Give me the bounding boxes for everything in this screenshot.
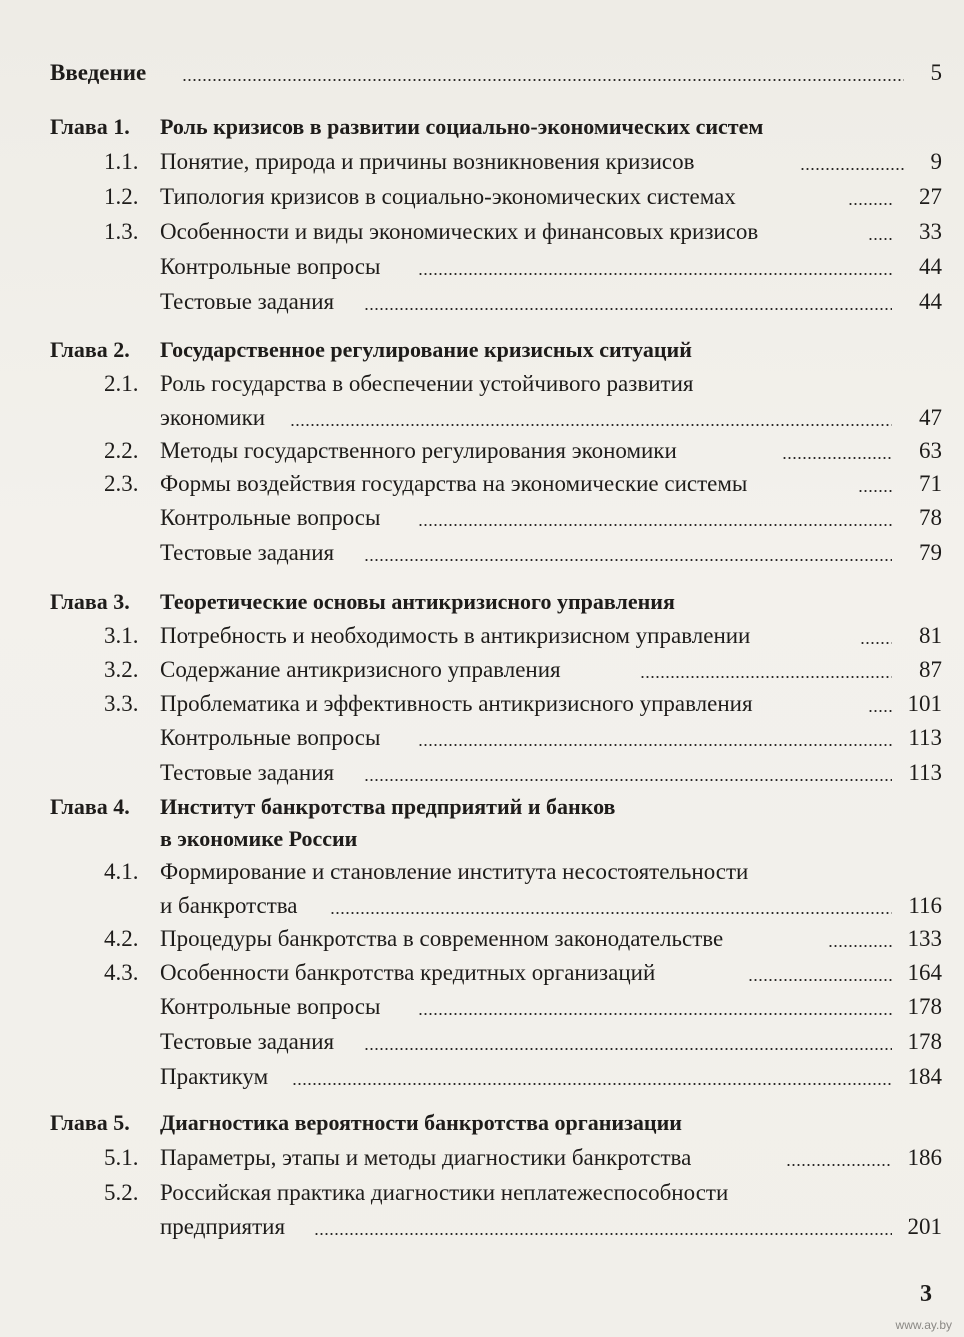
leader-dots [418,524,892,526]
toc-entry [0,536,964,570]
toc-chapter-heading [0,110,964,144]
toc-page-number: 9 [930,149,942,174]
section-number: 4.3. [104,960,139,985]
toc-entry [0,367,964,401]
chapter-label: Глава 2. [50,337,130,362]
toc-page-number: 178 [907,1029,942,1054]
section-number: 5.1. [104,1145,139,1170]
section-number: 1.1. [104,149,139,174]
section-number: 5.2. [104,1180,139,1205]
toc-entry [0,1060,964,1094]
leader-dots [418,273,892,275]
section-title: Понятие, природа и причины возникновения кризисов [160,149,695,174]
leader-dots [364,1048,892,1050]
section-title: Методы государственного регулирования экономики [160,438,677,463]
toc-chapter-heading [0,1106,964,1140]
toc-page-number: 87 [919,657,942,682]
leader-dots [800,168,906,170]
toc-entry-continuation [0,1210,964,1244]
toc-entry [0,467,964,501]
toc-entry [0,1176,964,1210]
toc-page-number: 184 [907,1064,942,1089]
toc-page-number: 5 [930,60,942,85]
watermark: www.ay.by [895,1318,952,1332]
toc-page-number: 78 [919,505,942,530]
section-number: 1.3. [104,219,139,244]
toc-entry [0,1025,964,1059]
section-title: Практикум [160,1064,269,1089]
section-title: Процедуры банкротства в современном законодательстве [160,926,724,951]
toc-entry [0,922,964,956]
leader-dots [858,490,892,492]
section-title: Формы воздействия государства на экономические системы [160,471,748,496]
section-number: 1.2. [104,184,139,209]
toc-entry [0,1141,964,1175]
leader-dots [640,676,892,678]
section-number: 3.1. [104,623,139,648]
chapter-label: Глава 3. [50,589,130,614]
chapter-title: Теоретические основы антикризисного управления [160,589,675,614]
leader-dots [868,710,892,712]
section-title-continued: и банкротства [160,893,298,918]
section-title: Роль государства в обеспечении устойчивого развития [160,371,694,396]
toc-entry [0,756,964,790]
toc-entry [0,855,964,889]
leader-dots [786,1164,892,1166]
toc-page-number: 44 [919,254,942,279]
leader-dots [748,979,892,981]
toc-page-number: 186 [907,1145,942,1170]
section-title: Контрольные вопросы [160,725,381,750]
toc-intro-label: Введение [50,60,147,85]
section-title: Особенности и виды экономических и финансовых кризисов [160,219,759,244]
section-title: Контрольные вопросы [160,994,381,1019]
toc-entry [0,687,964,721]
toc-page-number: 79 [919,540,942,565]
section-number: 3.3. [104,691,139,716]
chapter-title: Государственное регулирование кризисных ситуаций [160,337,692,362]
chapter-title: Институт банкротства предприятий и банков [160,794,616,819]
section-title: Параметры, этапы и методы диагностики банкротства [160,1145,692,1170]
toc-page-number: 47 [919,405,942,430]
toc-entry [0,653,964,687]
section-title: Тестовые задания [160,760,335,785]
toc-entry [0,180,964,214]
toc-chapter-heading [0,333,964,367]
chapter-title-continued: в экономике России [160,826,358,851]
leader-dots [182,79,904,81]
toc-entry [0,990,964,1024]
section-number: 2.2. [104,438,139,463]
toc-page-number: 81 [919,623,942,648]
section-title: Потребность и необходимость в антикризисном управлении [160,623,751,648]
leader-dots [418,744,892,746]
toc-entry [0,215,964,249]
toc-page-number: 178 [907,994,942,1019]
leader-dots [364,559,892,561]
toc-page-number: 101 [907,691,942,716]
section-title: Тестовые задания [160,540,335,565]
toc-page-number: 71 [919,471,942,496]
leader-dots [364,779,892,781]
leader-dots [860,642,892,644]
leader-dots [314,1233,892,1235]
page-number: 3 [920,1281,932,1307]
toc-entry [0,145,964,179]
toc-page-number: 27 [919,184,942,209]
toc-entry [0,250,964,284]
section-title: Тестовые задания [160,1029,335,1054]
toc-page-number: 133 [907,926,942,951]
section-title-continued: экономики [160,405,266,430]
leader-dots [848,203,892,205]
section-number: 4.2. [104,926,139,951]
leader-dots [330,912,892,914]
leader-dots [828,945,892,947]
section-title: Содержание антикризисного управления [160,657,561,682]
toc-page-number: 33 [919,219,942,244]
chapter-title: Диагностика вероятности банкротства организации [160,1110,682,1135]
toc-chapter-heading [0,585,964,619]
section-title-continued: предприятия [160,1214,286,1239]
toc-page-number: 201 [907,1214,942,1239]
toc-entry [0,501,964,535]
toc-chapter-heading [0,790,964,824]
toc-entry [0,956,964,990]
toc-page-number: 113 [908,725,942,750]
toc-page-number: 164 [907,960,942,985]
section-title: Особенности банкротства кредитных организаций [160,960,656,985]
toc-entry [0,434,964,468]
section-number: 4.1. [104,859,139,884]
section-title: Формирование и становление института несостоятельности [160,859,749,884]
section-title: Тестовые задания [160,289,335,314]
toc-page-number: 44 [919,289,942,314]
toc-entry [0,619,964,653]
section-number: 2.3. [104,471,139,496]
toc-entry-continuation [0,401,964,435]
leader-dots [290,424,892,426]
chapter-label: Глава 1. [50,114,130,139]
leader-dots [782,457,892,459]
chapter-label: Глава 5. [50,1110,130,1135]
leader-dots [364,308,892,310]
toc-entry [0,721,964,755]
section-title: Проблематика и эффективность антикризисного управления [160,691,753,716]
section-title: Российская практика диагностики неплатежеспособности [160,1180,729,1205]
chapter-label: Глава 4. [50,794,130,819]
toc-intro-row [0,56,964,90]
toc-entry-continuation [0,889,964,923]
leader-dots [418,1013,892,1015]
toc-page-number: 116 [908,893,942,918]
section-title: Типология кризисов в социально-экономических системах [160,184,736,209]
toc-page-number: 113 [908,760,942,785]
leader-dots [868,238,892,240]
leader-dots [292,1083,892,1085]
section-title: Контрольные вопросы [160,254,381,279]
chapter-title: Роль кризисов в развитии социально-экономических систем [160,114,764,139]
section-number: 2.1. [104,371,139,396]
toc-chapter-heading-continued [0,822,964,856]
section-title: Контрольные вопросы [160,505,381,530]
section-number: 3.2. [104,657,139,682]
toc-entry [0,285,964,319]
toc-page-number: 63 [919,438,942,463]
